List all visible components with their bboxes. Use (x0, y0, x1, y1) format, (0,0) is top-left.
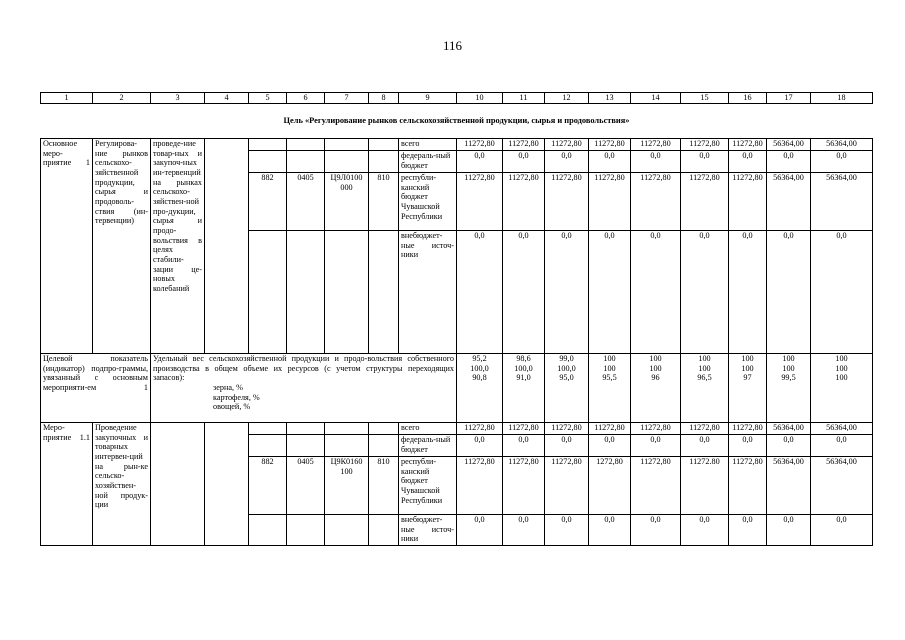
target-article-code (325, 423, 369, 435)
year-value: 56364,00 (767, 457, 811, 515)
event-number: Меро-приятие 1.1 (41, 423, 93, 546)
year-value: 0,0 (681, 435, 729, 457)
event-name: Регулирова-ние рынков сельскохо-зяйственной продукции, сырья и продоволь-ствия (ин-тервенции) (93, 139, 151, 354)
responsible-cell (205, 139, 249, 354)
year-value: 0,0 (811, 231, 873, 354)
year-value: 1272,80 (589, 457, 631, 515)
column-header: 3 (151, 93, 205, 104)
grbs-code (249, 151, 287, 173)
year-value: 0,0 (631, 151, 681, 173)
table-row (41, 139, 873, 151)
target-article-code (325, 151, 369, 173)
year-value: 0,0 (457, 151, 503, 173)
indicator-value: 99,0 100,0 95,0 (545, 354, 589, 423)
year-value: 0,0 (631, 231, 681, 354)
indicator-label: Целевой показатель (индикатор) подпро-граммы, увязанный с основным мероприяти-ем 1 (41, 354, 151, 423)
expense-type-code (369, 231, 399, 354)
target-article-code (325, 435, 369, 457)
indicator-value: 95,2 100,0 90,8 (457, 354, 503, 423)
year-value: 0,0 (503, 435, 545, 457)
indicator-value: 100 100 97 (729, 354, 767, 423)
year-value: 0,0 (729, 515, 767, 546)
year-value: 0,0 (681, 231, 729, 354)
year-value: 11272,80 (631, 457, 681, 515)
year-value: 11272,80 (457, 139, 503, 151)
indicator-value: 100 100 99,5 (767, 354, 811, 423)
year-value: 0,0 (545, 435, 589, 457)
goal-row (41, 104, 873, 139)
year-value: 11272,80 (545, 139, 589, 151)
year-value: 0,0 (457, 435, 503, 457)
expense-type-code (369, 423, 399, 435)
year-value: 11272,80 (681, 139, 729, 151)
year-value: 0,0 (729, 231, 767, 354)
year-value: 11272,80 (631, 139, 681, 151)
target-article-code (325, 231, 369, 354)
expense-type-code (369, 435, 399, 457)
year-value: 56364,00 (811, 457, 873, 515)
year-value: 0,0 (729, 151, 767, 173)
grbs-code (249, 515, 287, 546)
year-value: 11272,80 (631, 423, 681, 435)
grbs-code (249, 435, 287, 457)
section-code (287, 435, 325, 457)
page-number: 116 (442, 38, 463, 53)
expense-type-code (369, 151, 399, 173)
year-value: 0,0 (545, 515, 589, 546)
year-value: 0,0 (729, 435, 767, 457)
indicator-value: 100 100 96 (631, 354, 681, 423)
column-header: 13 (589, 93, 631, 104)
expense-type-code: 810 (369, 173, 399, 231)
expense-type-code: 810 (369, 457, 399, 515)
indicator-item: зерна, % (213, 383, 243, 393)
column-header: 2 (93, 93, 151, 104)
year-value: 11272,80 (457, 173, 503, 231)
section-code (287, 515, 325, 546)
column-header: 7 (325, 93, 369, 104)
grbs-code: 882 (249, 457, 287, 515)
year-value: 11272,80 (545, 173, 589, 231)
column-header: 6 (287, 93, 325, 104)
funding-source: федераль-ный бюджет (399, 151, 457, 173)
column-header: 12 (545, 93, 589, 104)
year-value: 0,0 (767, 515, 811, 546)
grbs-code (249, 139, 287, 151)
section-code (287, 151, 325, 173)
column-header: 16 (729, 93, 767, 104)
grbs-code (249, 423, 287, 435)
column-header: 15 (681, 93, 729, 104)
year-value: 56364,00 (811, 139, 873, 151)
year-value: 0,0 (457, 515, 503, 546)
indicator-value: 100 100 95,5 (589, 354, 631, 423)
section-code (287, 139, 325, 151)
funding-source: республи-канский бюджет Чувашской Республики (399, 457, 457, 515)
year-value: 11272,80 (545, 457, 589, 515)
grbs-code: 882 (249, 173, 287, 231)
year-value: 11272.80 (681, 457, 729, 515)
year-value: 0,0 (811, 151, 873, 173)
year-value: 0,0 (681, 151, 729, 173)
year-value: 11272,80 (545, 423, 589, 435)
year-value: 0,0 (811, 515, 873, 546)
funding-source: республи-канский бюджет Чувашской Республики (399, 173, 457, 231)
indicator-description: Удельный вес сельскохозяйственной продукции и продо-вольствия собственного производства в общем объеме их ресурсов (с учетом структуры переходящих запасов): (153, 354, 454, 383)
target-article-code (325, 515, 369, 546)
table-row (41, 423, 873, 435)
indicator-text (151, 354, 457, 423)
indicator-item: овощей, % (213, 402, 251, 412)
year-value: 11272,80 (681, 173, 729, 231)
year-value: 11272,80 (457, 457, 503, 515)
indicator-item: картофеля, % (213, 392, 260, 402)
year-value: 0,0 (589, 231, 631, 354)
column-header: 4 (205, 93, 249, 104)
target-article-code (325, 139, 369, 151)
year-value: 0,0 (503, 151, 545, 173)
year-value: 11272,80 (729, 173, 767, 231)
year-value: 11272,80 (503, 423, 545, 435)
year-value: 11272,80 (729, 423, 767, 435)
year-value: 0,0 (545, 151, 589, 173)
year-value: 0,0 (545, 231, 589, 354)
year-value: 56364,00 (811, 173, 873, 231)
column-header: 10 (457, 93, 503, 104)
column-header: 11 (503, 93, 545, 104)
year-value: 11272,80 (589, 139, 631, 151)
year-value: 11272,80 (681, 423, 729, 435)
year-value: 11272,80 (457, 423, 503, 435)
year-value: 11272,80 (589, 173, 631, 231)
year-value: 11272,80 (729, 457, 767, 515)
indicator-row (41, 354, 873, 423)
year-value: 56364,00 (811, 423, 873, 435)
column-header: 17 (767, 93, 811, 104)
column-header: 5 (249, 93, 287, 104)
expense-type-code (369, 139, 399, 151)
column-header: 1 (41, 93, 93, 104)
column-header: 8 (369, 93, 399, 104)
event-goal: проведе-ние товар-ных и закупоч-ных ин-тервенций на рынках сельскохо-зяйствен-ной про-дукции, сырья и продо-вольствия в целях стабили-зации це-новых колебаний (151, 139, 205, 354)
year-value: 0,0 (767, 231, 811, 354)
funding-source: внебюджет-ные источ-ники (399, 515, 457, 546)
grbs-code (249, 231, 287, 354)
year-value: 0,0 (811, 435, 873, 457)
year-value: 11272,80 (503, 173, 545, 231)
funding-source: внебюджет-ные источ-ники (399, 231, 457, 354)
indicator-value: 100 100 96,5 (681, 354, 729, 423)
column-header: 9 (399, 93, 457, 104)
column-header: 18 (811, 93, 873, 104)
year-value: 11272,80 (589, 423, 631, 435)
year-value: 0,0 (457, 231, 503, 354)
section-code (287, 231, 325, 354)
year-value: 0,0 (767, 151, 811, 173)
year-value: 56364,00 (767, 423, 811, 435)
year-value: 56364,00 (767, 139, 811, 151)
indicator-value: 100 100 100 (811, 354, 873, 423)
year-value: 0,0 (681, 515, 729, 546)
event-goal (151, 423, 205, 546)
year-value: 0,0 (631, 515, 681, 546)
year-value: 0,0 (631, 435, 681, 457)
target-article-code: Ц9К0160 100 (325, 457, 369, 515)
year-value: 0,0 (767, 435, 811, 457)
indicator-value: 98,6 100,0 91,0 (503, 354, 545, 423)
section-code: 0405 (287, 457, 325, 515)
column-header-row (41, 93, 873, 104)
section-code: 0405 (287, 173, 325, 231)
funding-source: федераль-ный бюджет (399, 435, 457, 457)
expense-type-code (369, 515, 399, 546)
column-header: 14 (631, 93, 681, 104)
year-value: 11272,80 (729, 139, 767, 151)
program-table (40, 92, 873, 546)
year-value: 56364,00 (767, 173, 811, 231)
year-value: 0,0 (589, 515, 631, 546)
year-value: 11272,80 (631, 173, 681, 231)
section-code (287, 423, 325, 435)
year-value: 0,0 (503, 231, 545, 354)
funding-source: всего (399, 139, 457, 151)
responsible-cell (205, 423, 249, 546)
target-article-code: Ц9Л0100 000 (325, 173, 369, 231)
year-value: 0,0 (589, 151, 631, 173)
event-number: Основное меро-приятие 1 (41, 139, 93, 354)
funding-source: всего (399, 423, 457, 435)
year-value: 11272,80 (503, 139, 545, 151)
event-name: Проведение закупочных и товарных интервен-ций на рын-ке сельско-хозяйствен-ной продук-ции (93, 423, 151, 546)
year-value: 11272,80 (503, 457, 545, 515)
year-value: 0,0 (589, 435, 631, 457)
year-value: 0,0 (503, 515, 545, 546)
goal-title: Цель «Регулирование рынков сельскохозяйственной продукции, сырья и продовольствия» (41, 104, 873, 139)
